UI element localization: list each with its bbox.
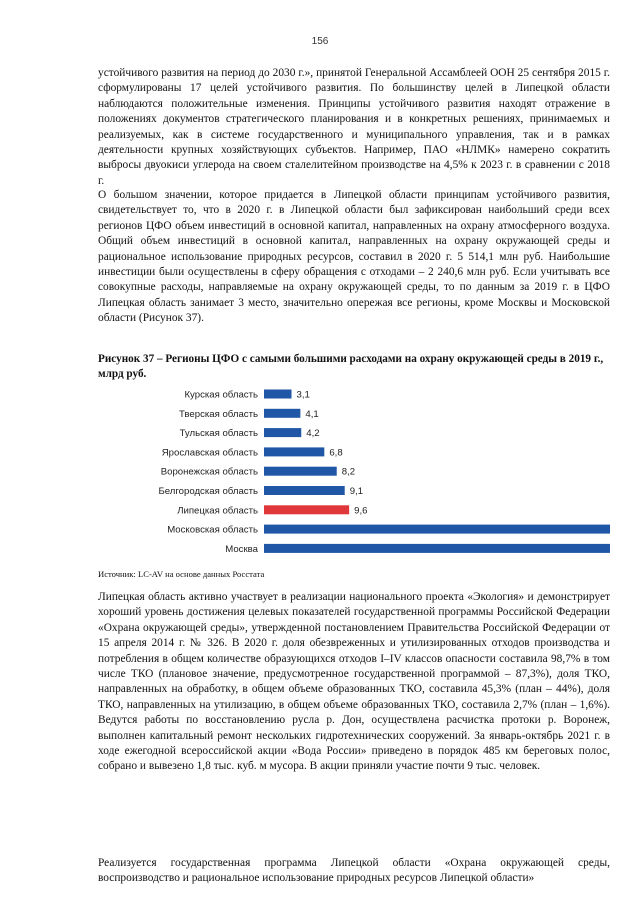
category-label: Тверская область (178, 408, 258, 420)
category-label: Ярославская область (161, 447, 258, 459)
category-label: Белгородская область (158, 486, 258, 497)
category-label: Воронежская область (160, 466, 258, 478)
category-label: Тульская область (179, 428, 258, 440)
bar (264, 447, 324, 456)
value-label: 9,1 (349, 486, 364, 497)
value-label: 3,1 (296, 389, 310, 401)
bar (264, 409, 300, 418)
paragraph-2: О большом значении, которое придается в Липецкой области принципам устойчивого развития, свидетельствует то, что в 2020 г. в Липецкой области был зафиксирован наибольший среди всех регионов ЦФО объем инвестиций в основной капитал, направленных на охрану атмосферного воздуха. Общий объем инвестиций в основной капитал, направленных на охрану окружающей среды и рациональное использование природных ресурсов, составил в 2020 г. 5 514,1 млн руб. Наибольшие инвестиции были осуществлены в сферу обращения с отходами – 2 240,6 млн руб. Если учитывать все совокупные расходы, направляемые на охрану окружающей среды, то по данным за 2019 г. в ЦФО Липецкая область занимает 3 место, значительно опережая все регионы, кроме Москвы и Московской области (Рисунок 37). (98, 189, 610, 325)
category-label: Курская область (184, 389, 258, 401)
bar-highlight (264, 505, 349, 514)
bar-chart (98, 380, 610, 565)
value-label: 9,6 (354, 505, 368, 517)
category-label: Липецкая область (177, 505, 258, 517)
page-number: 156 (311, 36, 329, 47)
bar (264, 428, 301, 437)
value-label: 4,1 (305, 408, 319, 420)
bar (264, 467, 337, 476)
paragraph-1: устойчивого развития на период до 2030 г.», принятой Генеральной Ассамблеей ООН 25 сентября 2015 г. сформулированы 17 целей устойчивого развития. По большинству целей в Липецкой области наблюдаются положительные изменения. Принципы устойчивого развития находят отражение в положениях документов стратегического планирования и в конкретных решениях, принимаемых и реализуемых, как в системе государственного и муниципального управления, так и в рамках деятельности крупных хозяйствующих субъектов. Например, ПАО «НЛМК» намерено сократить выбросы двуокиси углерода на своем сталелитейном производстве на 4,5% к 2023 г. в сравнении с 2018 г. (98, 67, 610, 187)
value-label: 8,2 (341, 466, 356, 478)
bar (264, 390, 291, 399)
bar (264, 525, 610, 534)
source-note: Источник: LC-AV на основе данных Росстата (98, 569, 265, 579)
paragraph-3: Липецкая область активно участвует в реализации национального проекта «Экология» и демонстрирует хороший уровень достижения целевых показателей государственной программы Российской Федерации «Охрана окружающей среды», утвержденной постановлением Правительства Российской Федерации от 15 апреля 2014 г. № 326. В 2020 г. доля обезвреженных и утилизированных отходов производства и потребления в общем количестве образующихся отходов I–IV классов опасности составила 98,7% в том числе ТКО (плановое значение, предусмотренное государственной программой – 87,3%), доля ТКО, направленных на обработку, в общем объеме образованных ТКО, составила 45,3% (план – 44%), доля ТКО, направленных на утилизацию, в общем объеме образованных ТКО, составила 2,7% (план – 1,6%). Ведутся работы по восстановлению русла р. Дон, осуществлена расчистка протоки р. Воронеж, выполнен капитальный ремонт нескольких гидротехнических сооружений. За январь-октябрь 2021 г. в ходе ежегодной всероссийской акции «Вода России» приведено в порядок 485 км береговых полос, собрано и вывезено 1,8 тыс. куб. м мусора. В акции приняли участие почти 9 тыс. человек. (98, 591, 610, 773)
bar (264, 486, 345, 495)
value-label: 4,2 (306, 428, 320, 440)
figure-caption: Рисунок 37 – Регионы ЦФО с самыми большими расходами на охрану окружающей среды в 2019 г., млрд руб. (98, 353, 604, 380)
category-label: Московская область (167, 524, 258, 536)
bar (264, 544, 610, 553)
category-label: Москва (225, 543, 258, 555)
paragraph-4: Реализуется государственная программа Липецкой области «Охрана окружающей среды, воспроизводство и рациональное использование природных ресурсов Липецкой области» (98, 857, 610, 885)
value-label: 6,8 (329, 447, 343, 459)
